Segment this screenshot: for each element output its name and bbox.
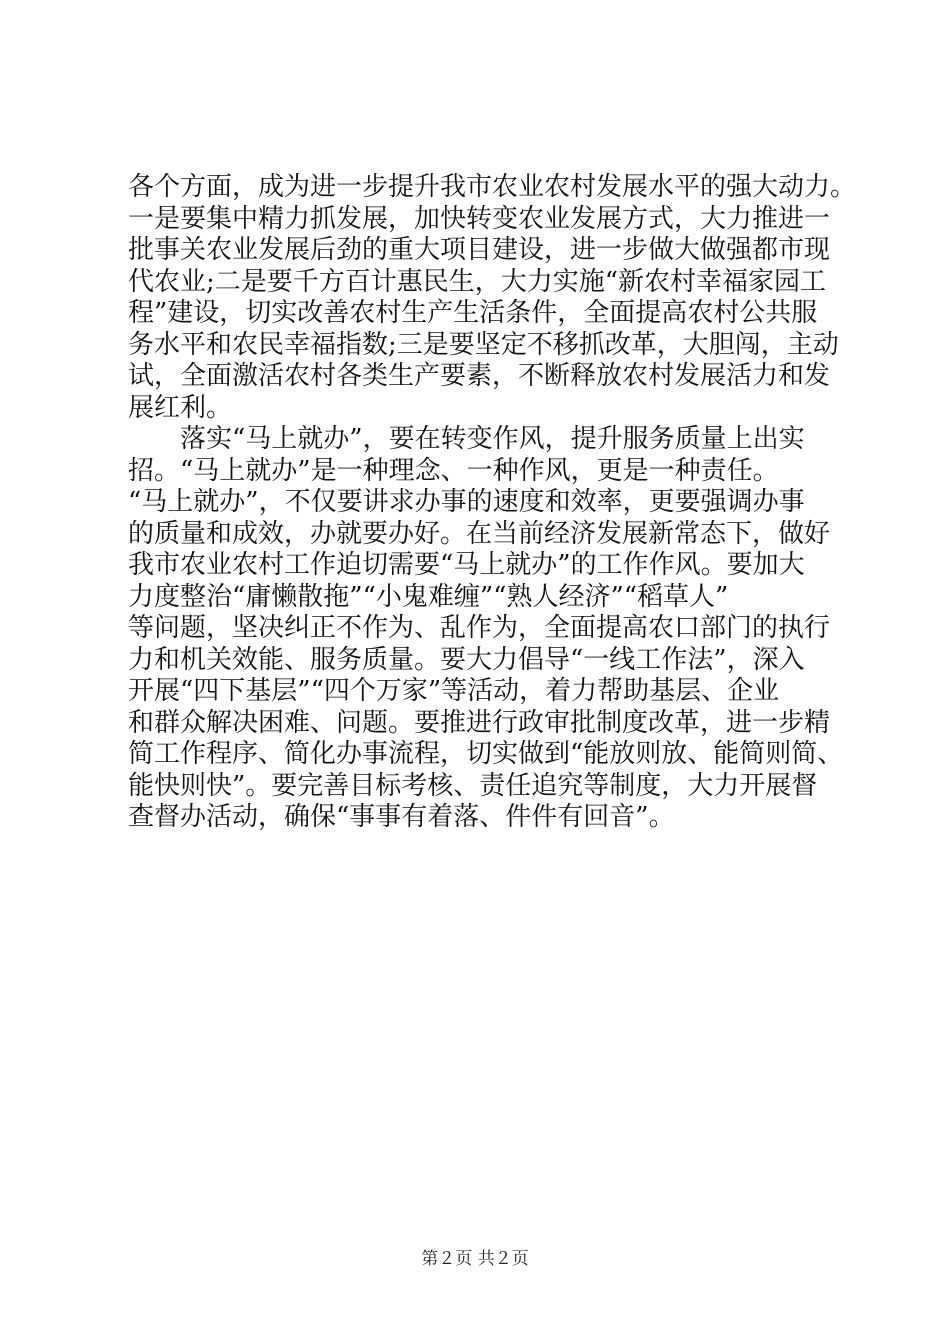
body-text	[128, 172, 857, 834]
text-line: 我市农业农村工作迫切需要“马上就办”的工作作风。要加大	[128, 550, 805, 580]
text-line: 一是要集中精力抓发展，加快转变农业发展方式，大力推进一	[128, 203, 831, 234]
text-line: 开展“四下基层”“四个万家”等活动，着力帮助基层、企业	[128, 676, 780, 706]
text-line: 力度整治“庸懒散拖”“小鬼难缠”“熟人经济”“稻草人”	[128, 581, 729, 612]
text-line: 力和机关效能、服务质量。要大力倡导“一线工作法”，深入	[128, 644, 805, 675]
text-line: 招。“马上就办”是一种理念、一种作风，更是一种责任。	[128, 455, 779, 486]
text-line: 查督办活动，确保“事事有着落、件件有回音”。	[128, 802, 675, 832]
text-line: 展红利。	[128, 392, 233, 423]
text-line: 的质量和成效，办就要办好。在当前经济发展新常态下，做好	[128, 518, 831, 549]
text-line: “马上就办”，不仅要讲求办事的速度和效率，更要强调办事	[128, 487, 805, 517]
text-line: 务水平和农民幸福指数;三是要坚定不移抓改革，大胆闯，主动	[128, 329, 839, 360]
text-line: 简工作程序、简化办事流程，切实做到“能放则放、能简则简、	[128, 739, 844, 769]
text-line: 能快则快”。要完善目标考核、责任追究等制度，大力开展督	[128, 770, 818, 801]
text-line: 等问题，坚决纠正不作为、乱作为，全面提高农口部门的执行	[128, 613, 831, 643]
text-line: 落实“马上就办”，要在转变作风，提升服务质量上出实	[128, 424, 805, 454]
text-line: 批事关农业发展后劲的重大项目建设，进一步做大做强都市现	[128, 235, 831, 265]
page-footer: 第２页 共２页	[421, 1249, 529, 1269]
text-line: 各个方面，成为进一步提升我市农业农村发展水平的强大动力。	[128, 172, 857, 202]
text-line: 程”建设，切实改善农村生产生活条件，全面提高农村公共服	[128, 298, 818, 328]
text-line: 和群众解决困难、问题。要推进行政审批制度改革，进一步精	[128, 707, 831, 738]
text-line: 试，全面激活农村各类生产要素，不断释放农村发展活力和发	[128, 361, 831, 391]
text-line: 代农业;二是要千方百计惠民生，大力实施“新农村幸福家园工	[128, 266, 827, 297]
